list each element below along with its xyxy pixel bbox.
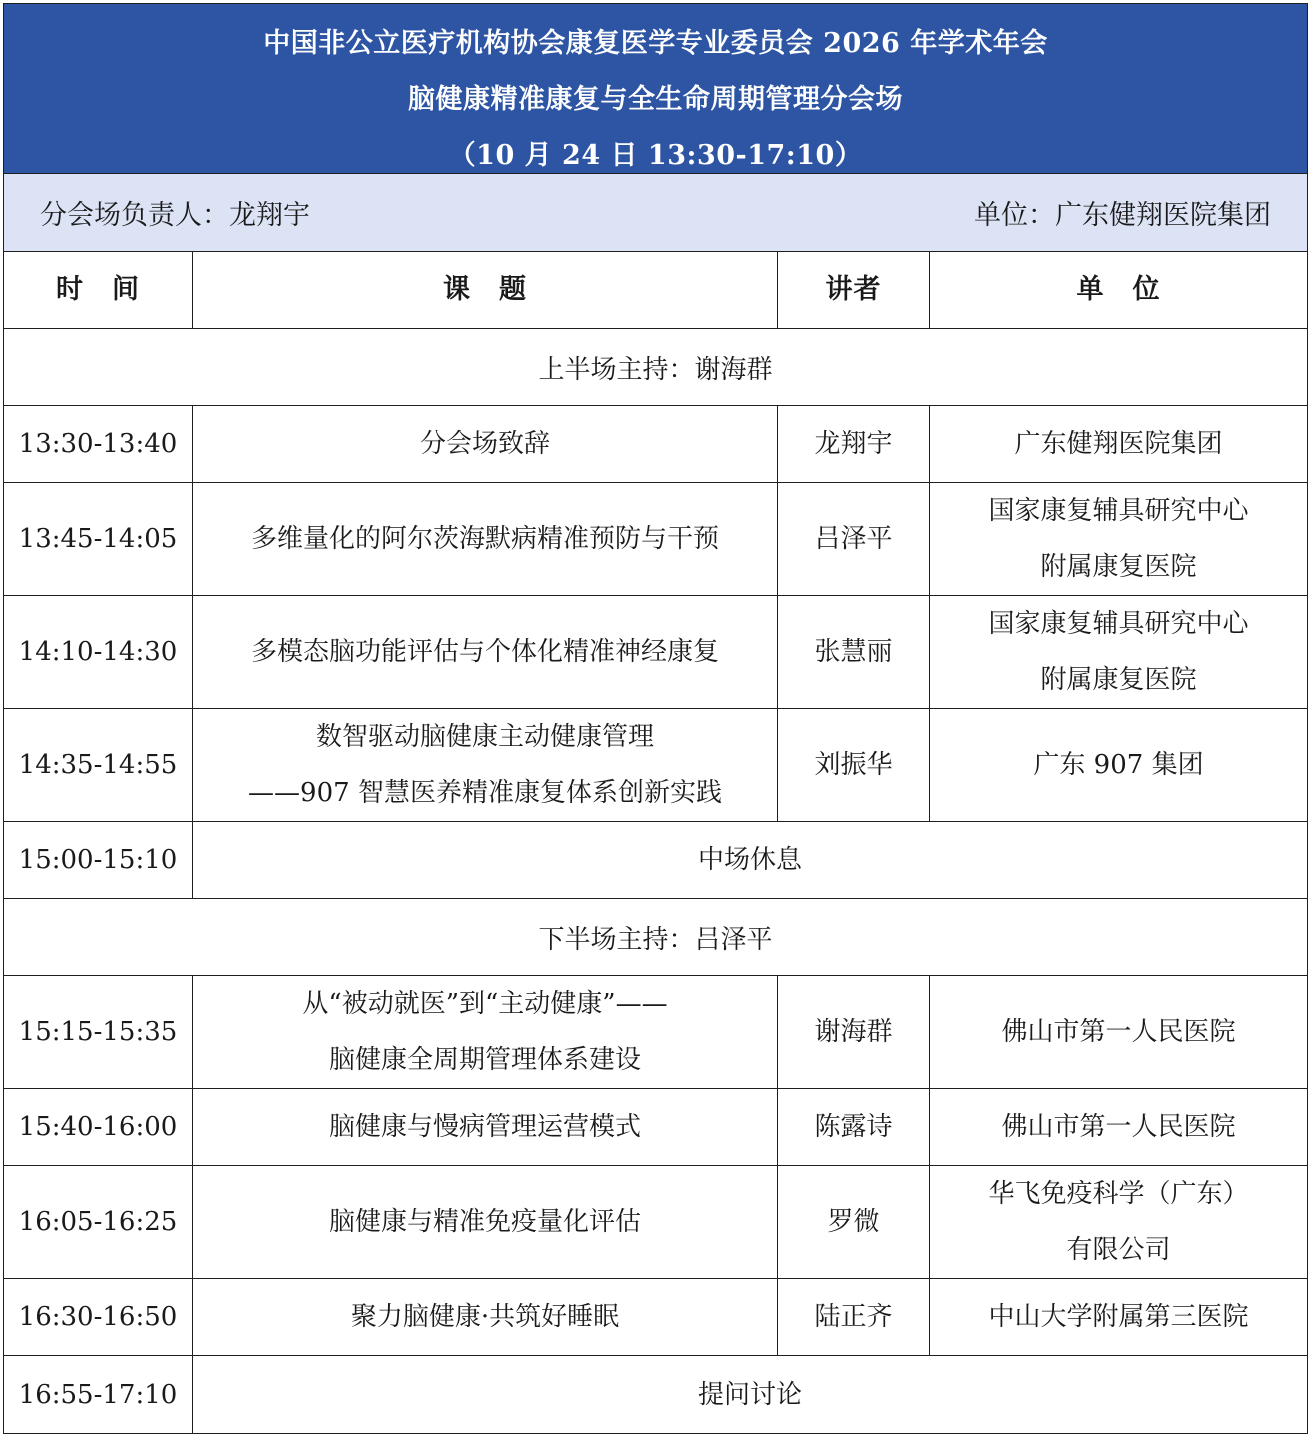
table-row xyxy=(4,709,1307,822)
session-speaker: 罗微 xyxy=(778,1166,930,1278)
agenda-table xyxy=(3,3,1308,1434)
column-header-topic: 课 题 xyxy=(193,252,778,328)
host-first-half: 上半场主持：谢海群 xyxy=(4,329,1307,406)
session-unit xyxy=(930,1279,1307,1355)
unit-line: 国家康复辅具研究中心 xyxy=(988,496,1249,526)
column-header-time: 时 间 xyxy=(4,252,193,328)
unit-line: 华飞免疫科学（广东） xyxy=(988,1179,1249,1209)
session-topic xyxy=(193,406,778,482)
session-unit xyxy=(930,406,1307,482)
unit-line: 佛山市第一人民医院 xyxy=(1001,1112,1236,1142)
session-unit xyxy=(930,976,1307,1088)
session-time: 16:05-16:25 xyxy=(4,1166,193,1278)
session-topic xyxy=(193,1279,778,1355)
session-title: 脑健康精准康复与全生命周期管理分会场 xyxy=(408,84,903,115)
unit-line: 附属康复医院 xyxy=(1040,665,1197,695)
session-time: 14:10-14:30 xyxy=(4,596,193,708)
session-time: 13:45-14:05 xyxy=(4,483,193,595)
session-topic xyxy=(193,976,778,1088)
session-topic xyxy=(193,1166,778,1278)
session-unit xyxy=(930,1166,1307,1278)
break-time: 15:00-15:10 xyxy=(4,822,193,898)
session-topic xyxy=(193,1089,778,1165)
column-header-speaker: 讲者 xyxy=(778,252,930,328)
topic-line: 脑健康与精准免疫量化评估 xyxy=(328,1207,641,1237)
agenda-header xyxy=(4,4,1307,174)
session-date: （10 月 24 日 13:30-17:10） xyxy=(448,140,863,171)
unit-line: 中山大学附属第三医院 xyxy=(988,1302,1249,1332)
session-unit xyxy=(930,1089,1307,1165)
topic-line: 脑健康全周期管理体系建设 xyxy=(328,1045,641,1075)
session-speaker: 陆正齐 xyxy=(778,1279,930,1355)
topic-line: 多模态脑功能评估与个体化精准神经康复 xyxy=(250,637,719,667)
break-row xyxy=(4,822,1307,899)
session-unit xyxy=(930,596,1307,708)
break-label: 中场休息 xyxy=(697,845,802,875)
session-speaker: 谢海群 xyxy=(778,976,930,1088)
session-speaker: 刘振华 xyxy=(778,709,930,821)
session-unit xyxy=(930,709,1307,821)
unit-line: 附属康复医院 xyxy=(1040,552,1197,582)
session-unit xyxy=(930,483,1307,595)
session-speaker: 张慧丽 xyxy=(778,596,930,708)
table-row xyxy=(4,406,1307,483)
column-header-unit: 单 位 xyxy=(1076,274,1161,305)
session-topic xyxy=(193,596,778,708)
conference-title: 中国非公立医疗机构协会康复医学专业委员会 2026 年学术年会 xyxy=(263,28,1048,59)
discussion-row xyxy=(4,1356,1307,1433)
discussion-time: 16:55-17:10 xyxy=(4,1356,193,1433)
session-topic xyxy=(193,483,778,595)
host-second-half: 下半场主持：吕泽平 xyxy=(4,899,1307,976)
session-speaker: 吕泽平 xyxy=(778,483,930,595)
table-row xyxy=(4,1279,1307,1356)
topic-line: 多维量化的阿尔茨海默病精准预防与干预 xyxy=(250,524,719,554)
topic-line: 聚力脑健康·共筑好睡眠 xyxy=(350,1302,620,1332)
topic-line: 脑健康与慢病管理运营模式 xyxy=(328,1112,641,1142)
topic-line: 分会场致辞 xyxy=(419,429,550,459)
session-time: 16:30-16:50 xyxy=(4,1279,193,1355)
table-row xyxy=(4,596,1307,709)
unit-line: 佛山市第一人民医院 xyxy=(1001,1017,1236,1047)
table-row xyxy=(4,1089,1307,1166)
session-owner: 分会场负责人：龙翔宇 xyxy=(40,200,310,231)
session-lead-row xyxy=(4,174,1307,252)
session-speaker: 陈露诗 xyxy=(778,1089,930,1165)
table-row xyxy=(4,483,1307,596)
session-time: 15:40-16:00 xyxy=(4,1089,193,1165)
unit-line: 广东健翔医院集团 xyxy=(1014,429,1223,459)
topic-line: 数智驱动脑健康主动健康管理 xyxy=(315,722,654,752)
session-time: 13:30-13:40 xyxy=(4,406,193,482)
topic-line: 从“被动就医”到“主动健康”—— xyxy=(302,989,668,1019)
session-time: 15:15-15:35 xyxy=(4,976,193,1088)
unit-line: 广东 907 集团 xyxy=(1033,750,1204,780)
column-header-row xyxy=(4,252,1307,329)
session-owner-unit: 单位：广东健翔医院集团 xyxy=(974,200,1271,231)
unit-line: 国家康复辅具研究中心 xyxy=(988,609,1249,639)
topic-line: ——907 智慧医养精准康复体系创新实践 xyxy=(248,778,722,808)
table-row xyxy=(4,1166,1307,1279)
session-topic xyxy=(193,709,778,821)
table-row xyxy=(4,976,1307,1089)
session-speaker: 龙翔宇 xyxy=(778,406,930,482)
discussion-label: 提问讨论 xyxy=(697,1379,802,1410)
session-time: 14:35-14:55 xyxy=(4,709,193,821)
unit-line: 有限公司 xyxy=(1066,1235,1171,1265)
